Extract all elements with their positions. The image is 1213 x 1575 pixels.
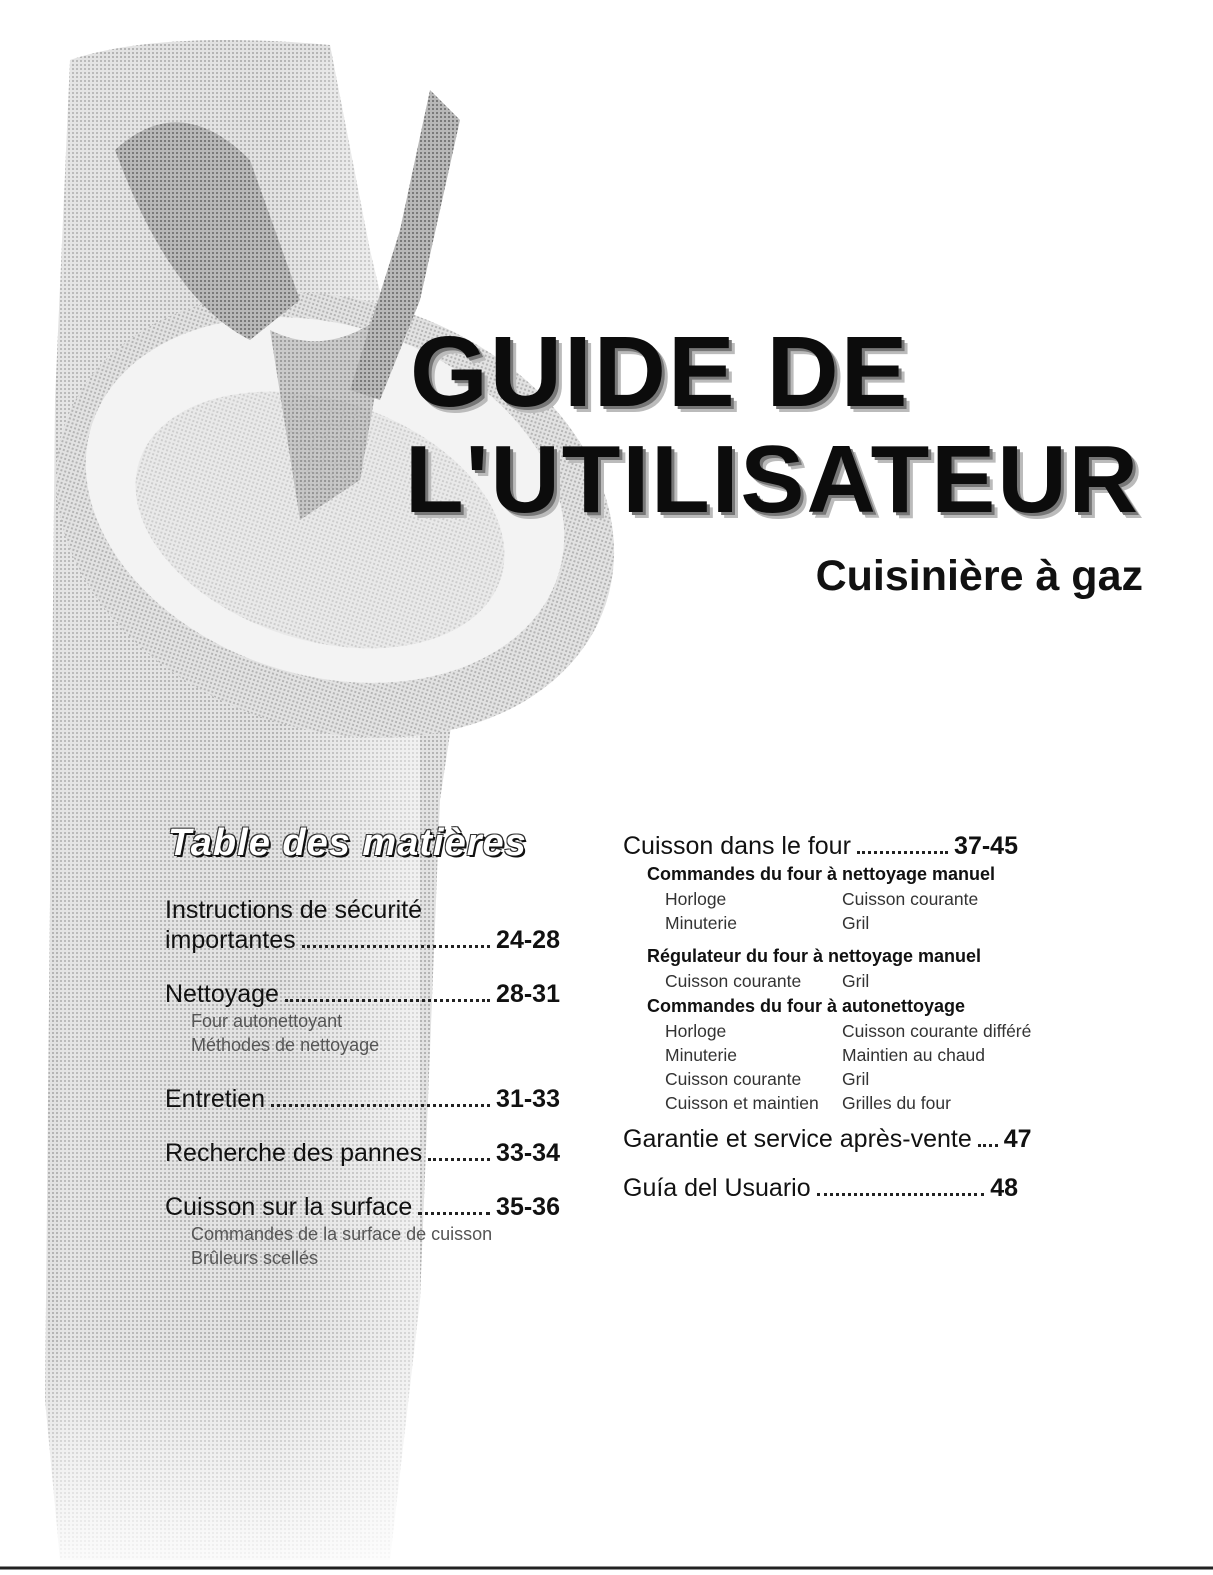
toc-subentry: Grilles du four xyxy=(842,1093,951,1113)
toc-entry-label: Nettoyage xyxy=(165,980,279,1008)
leader-dots xyxy=(418,1212,490,1215)
toc-entry-oven-cooking[interactable] xyxy=(623,832,1018,861)
toc-entry-surface-cooking[interactable] xyxy=(165,1193,560,1270)
leader-dots xyxy=(302,945,490,948)
toc-subheading: Régulateur du four à nettoyage manuel xyxy=(647,946,982,966)
toc-subentry: Four autonettoyant xyxy=(191,1011,343,1031)
toc-subheading: Commandes du four à autonettoyage xyxy=(647,996,966,1016)
toc-heading: Table des matières xyxy=(168,822,527,864)
toc-subentry-row xyxy=(623,887,1018,911)
title-line-2: L'UTILISATEUR xyxy=(405,426,1140,533)
toc-entry-label: importantes xyxy=(165,926,296,954)
toc-subentry: Cuisson courante xyxy=(665,971,802,991)
toc-page-number: 47 xyxy=(1003,1125,1032,1153)
toc-entry-warranty[interactable] xyxy=(623,1125,1032,1154)
toc-left-column xyxy=(165,896,560,1270)
toc-page-number: 37-45 xyxy=(954,832,1018,860)
toc-entry-maintenance[interactable] xyxy=(165,1085,560,1114)
toc-subentry: Gril xyxy=(842,913,870,933)
toc-entry-label: Recherche des pannes xyxy=(165,1139,423,1167)
toc-subentry: Cuisson courante xyxy=(665,1069,802,1089)
toc-subentry: Cuisson courante différé xyxy=(842,1021,1032,1041)
toc-subentry: Gril xyxy=(842,1069,870,1089)
toc-entry-label: Instructions de sécurité xyxy=(165,896,423,924)
toc-subentry: Cuisson et maintien xyxy=(665,1093,819,1113)
toc-entry-spanish-guide[interactable] xyxy=(623,1174,1018,1203)
toc-entry-label: Cuisson dans le four xyxy=(623,832,851,860)
toc-entry-label: Garantie et service après-vente xyxy=(623,1125,972,1153)
leader-dots xyxy=(978,1144,998,1147)
toc-subentry: Méthodes de nettoyage xyxy=(191,1035,380,1055)
toc-entry-troubleshooting[interactable] xyxy=(165,1139,560,1168)
toc-subheading: Commandes du four à nettoyage manuel xyxy=(647,864,996,884)
subtitle: Cuisinière à gaz xyxy=(815,552,1143,600)
toc-subentry-row xyxy=(623,1019,1032,1043)
toc-entry-label: Cuisson sur la surface xyxy=(165,1193,413,1221)
leader-dots xyxy=(271,1104,490,1107)
toc-right-column xyxy=(623,832,1032,1203)
toc-subentry-row xyxy=(623,1043,1018,1067)
toc-entry-label: Guía del Usuario xyxy=(623,1174,811,1202)
toc-subentry: Gril xyxy=(842,971,870,991)
toc-subentry: Commandes de la surface de cuisson xyxy=(191,1224,493,1244)
toc-subentry: Brûleurs scellés xyxy=(191,1248,319,1268)
toc-page-number: 31-33 xyxy=(496,1085,560,1113)
toc-entry-label: Entretien xyxy=(165,1085,266,1113)
toc-entry-safety[interactable] xyxy=(165,896,560,955)
toc-subentry-row xyxy=(623,1091,1018,1115)
leader-dots xyxy=(285,999,490,1002)
toc-page-number: 28-31 xyxy=(496,980,560,1008)
toc-subentry: Minuterie xyxy=(665,1045,737,1065)
leader-dots xyxy=(857,851,948,854)
toc-subentry-row xyxy=(623,911,1018,935)
toc-subentry-row xyxy=(623,969,1018,993)
title-line-1: GUIDE DE xyxy=(410,316,910,428)
leader-dots xyxy=(817,1193,985,1196)
toc-page-number: 33-34 xyxy=(496,1139,560,1167)
toc-subentry: Minuterie xyxy=(665,913,737,933)
toc-entry-cleaning[interactable] xyxy=(165,980,560,1057)
toc-subentry: Horloge xyxy=(665,1021,727,1041)
toc-subentry: Maintien au chaud xyxy=(842,1045,986,1065)
toc-page-number: 35-36 xyxy=(496,1193,560,1221)
leader-dots xyxy=(428,1158,490,1161)
toc-page-number: 48 xyxy=(990,1174,1018,1202)
toc-subentry: Cuisson courante xyxy=(842,889,979,909)
toc-subentry: Horloge xyxy=(665,889,727,909)
toc-page-number: 24-28 xyxy=(496,926,560,954)
toc-subentry-row xyxy=(623,1067,1018,1091)
